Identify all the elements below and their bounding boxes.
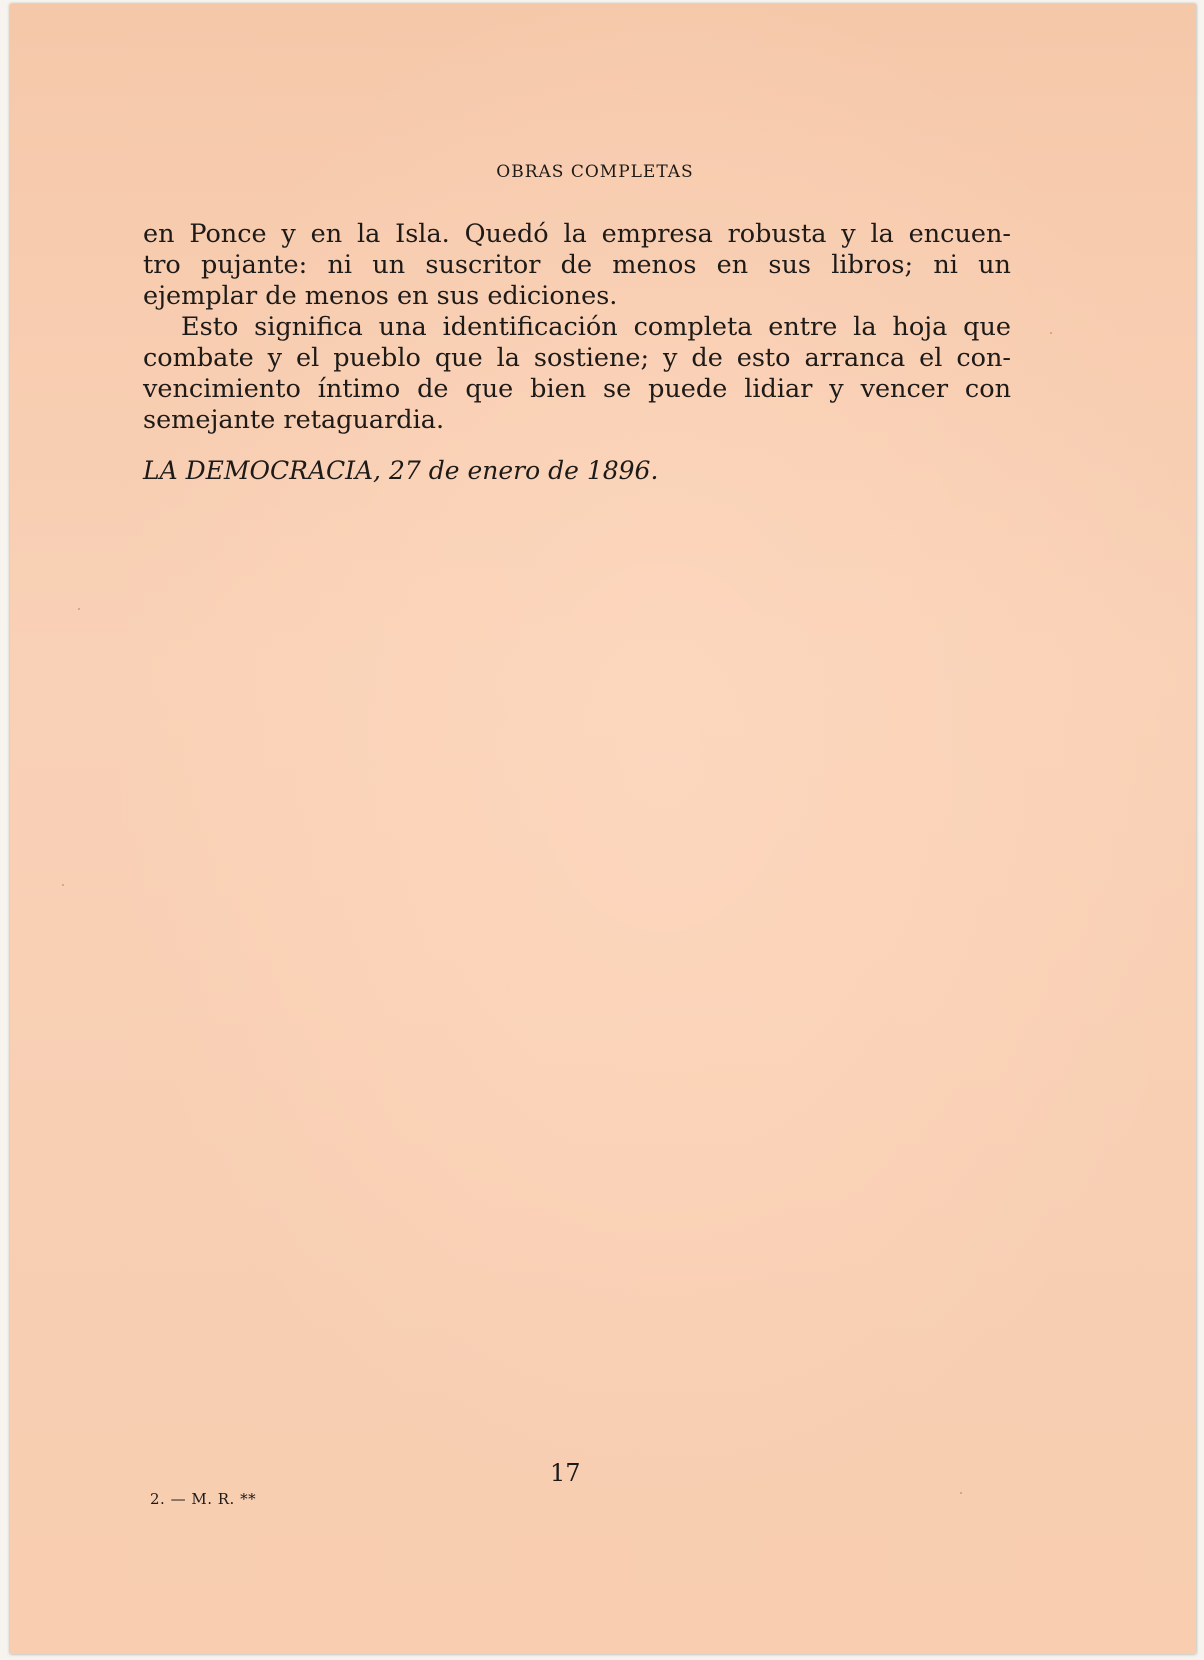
paper-speck — [1050, 332, 1052, 334]
text-line: combate y el pueblo que la sostiene; y de esto arranca el con- — [143, 343, 1011, 373]
paragraph-2 — [143, 312, 1011, 436]
paper-speck — [78, 608, 80, 610]
body-text — [143, 219, 1011, 436]
text-line: semejante retaguardia. — [143, 405, 445, 435]
signature-mark: 2. — M. R. ** — [150, 1490, 257, 1508]
text-line: en Ponce y en la Isla. Quedó la empresa robusta y la encuen- — [143, 219, 1011, 249]
text-line: Esto significa una identificación completa entre la hoja que — [181, 312, 1011, 342]
text-line: ejemplar de menos en sus ediciones. — [143, 281, 618, 311]
book-page — [10, 4, 1196, 1654]
paper-speck — [62, 884, 64, 886]
paragraph-1 — [143, 219, 1011, 312]
source-citation: LA DEMOCRACIA, 27 de enero de 1896. — [143, 456, 659, 485]
paper-speck — [960, 1492, 962, 1494]
text-line: tro pujante: ni un suscritor de menos en sus libros; ni un — [143, 250, 1011, 280]
text-line: vencimiento íntimo de que bien se puede lidiar y vencer con — [143, 374, 1011, 404]
running-head: OBRAS COMPLETAS — [496, 162, 694, 182]
page-number: 17 — [550, 1459, 581, 1487]
